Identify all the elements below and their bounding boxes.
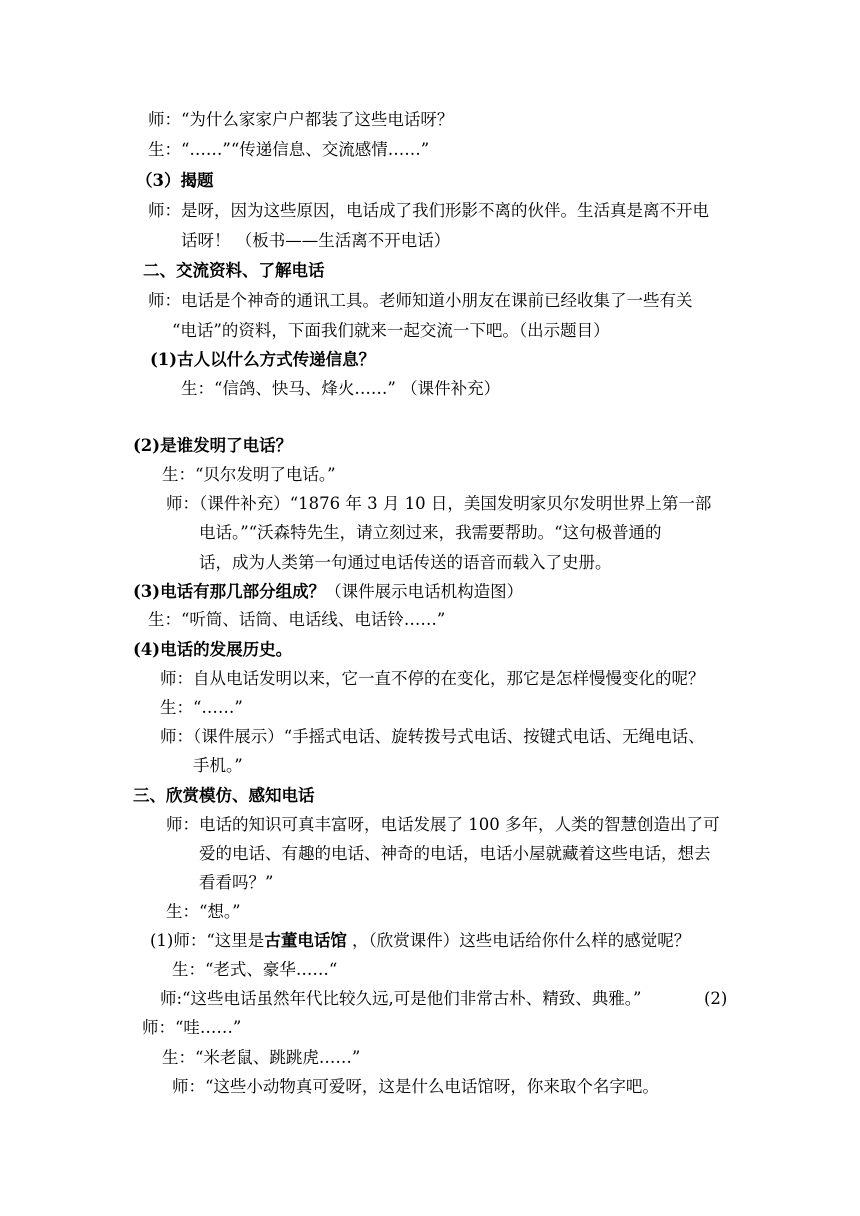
- dialogue-student: 生：“老式、豪华……“: [172, 960, 338, 979]
- dialogue-teacher: 师：“这些小动物真可爱呀，这是什么电话馆呀，你来取个名字吧。: [172, 1077, 659, 1096]
- dialogue-continuation: 电话。”“沃森特先生，请立刻过来，我需要帮助。“这句极普通的: [199, 523, 662, 542]
- question-heading: (4)电话的发展历史。: [133, 640, 293, 659]
- dialogue-continuation: “电话”的资料，下面我们就来一起交流一下吧。（出示题目）: [172, 321, 610, 340]
- courseware-note: （课件展示电话机构造图）: [325, 582, 524, 601]
- dialogue-continuation: 话，成为人类第一句通过电话传送的语音而载入了史册。: [199, 553, 612, 572]
- dialogue-teacher: 师：电话是个神奇的通讯工具。老师知道小朋友在课前已经收集了一些有关: [148, 291, 693, 310]
- dialogue-student: 生：“……”: [160, 698, 243, 717]
- dialogue-text: ，（欣赏课件）这些电话给你什么样的感觉呢？: [346, 931, 691, 950]
- dialogue-student: 生：“米老鼠、跳跳虎……”: [162, 1048, 361, 1067]
- dialogue-student: 生：“想。”: [166, 902, 241, 921]
- section-heading: 三、欣赏模仿、感知电话: [133, 786, 315, 805]
- dialogue-continuation: 话呀！ （板书——生活离不开电话）: [181, 231, 451, 250]
- dialogue-student: 生：“信鸽、快马、烽火……” （课件补充）: [181, 379, 501, 398]
- phone-museum-name: 古董电话馆: [264, 931, 347, 950]
- dialogue-teacher: 师:“这些电话虽然年代比较久远,可是他们非常古朴、精致、典雅。”: [160, 989, 642, 1008]
- dialogue-teacher: 师：是呀，因为这些原因，电话成了我们形影不离的伙伴。生活真是离不开电: [148, 201, 709, 220]
- section-heading: 二、交流资料、了解电话: [143, 261, 325, 280]
- dialogue-student: 生：“听筒、话筒、电话线、电话铃……”: [148, 610, 446, 629]
- dialogue-teacher: 师：“为什么家家户户都装了这些电话呀？: [148, 110, 454, 129]
- question-heading: (2)是谁发明了电话？: [133, 436, 293, 455]
- dialogue-student: 生：“贝尔发明了电话。”: [162, 465, 336, 484]
- item-number: (2): [704, 989, 728, 1008]
- dialogue-text: (1)师：“这里是: [150, 931, 265, 950]
- question-heading: (1)古人以什么方式传递信息？: [150, 350, 376, 369]
- dialogue-student: 生：“……”“传递信息、交流感情……”: [148, 140, 430, 159]
- dialogue-continuation: 爱的电话、有趣的电话、神奇的电话，电话小屋就藏着这些电话，想去: [199, 844, 711, 863]
- section-heading: （3）揭题: [136, 171, 214, 190]
- question-heading: (3)电话有那几部分组成？: [133, 582, 326, 601]
- dialogue-continuation: 看看吗？”: [199, 873, 274, 892]
- dialogue-teacher-row: [150, 931, 690, 951]
- dialogue-teacher: 师：电话的知识可真丰富呀，电话发展了 100 多年，人类的智慧创造出了可: [166, 815, 720, 834]
- dialogue-teacher: 师：（课件补充）“1876 年 3 月 10 日，美国发明家贝尔发明世界上第一部: [166, 494, 712, 513]
- dialogue-teacher: 师：自从电话发明以来，它一直不停的在变化，那它是怎样慢慢变化的呢？: [160, 669, 705, 688]
- question-heading-row: [133, 582, 523, 602]
- dialogue-continuation: 手机。”: [193, 756, 243, 775]
- dialogue-teacher: 师：（课件展示）“手摇式电话、旋转拨号式电话、按键式电话、无绳电话、: [160, 727, 705, 746]
- dialogue-teacher: 师：“哇……”: [142, 1018, 242, 1037]
